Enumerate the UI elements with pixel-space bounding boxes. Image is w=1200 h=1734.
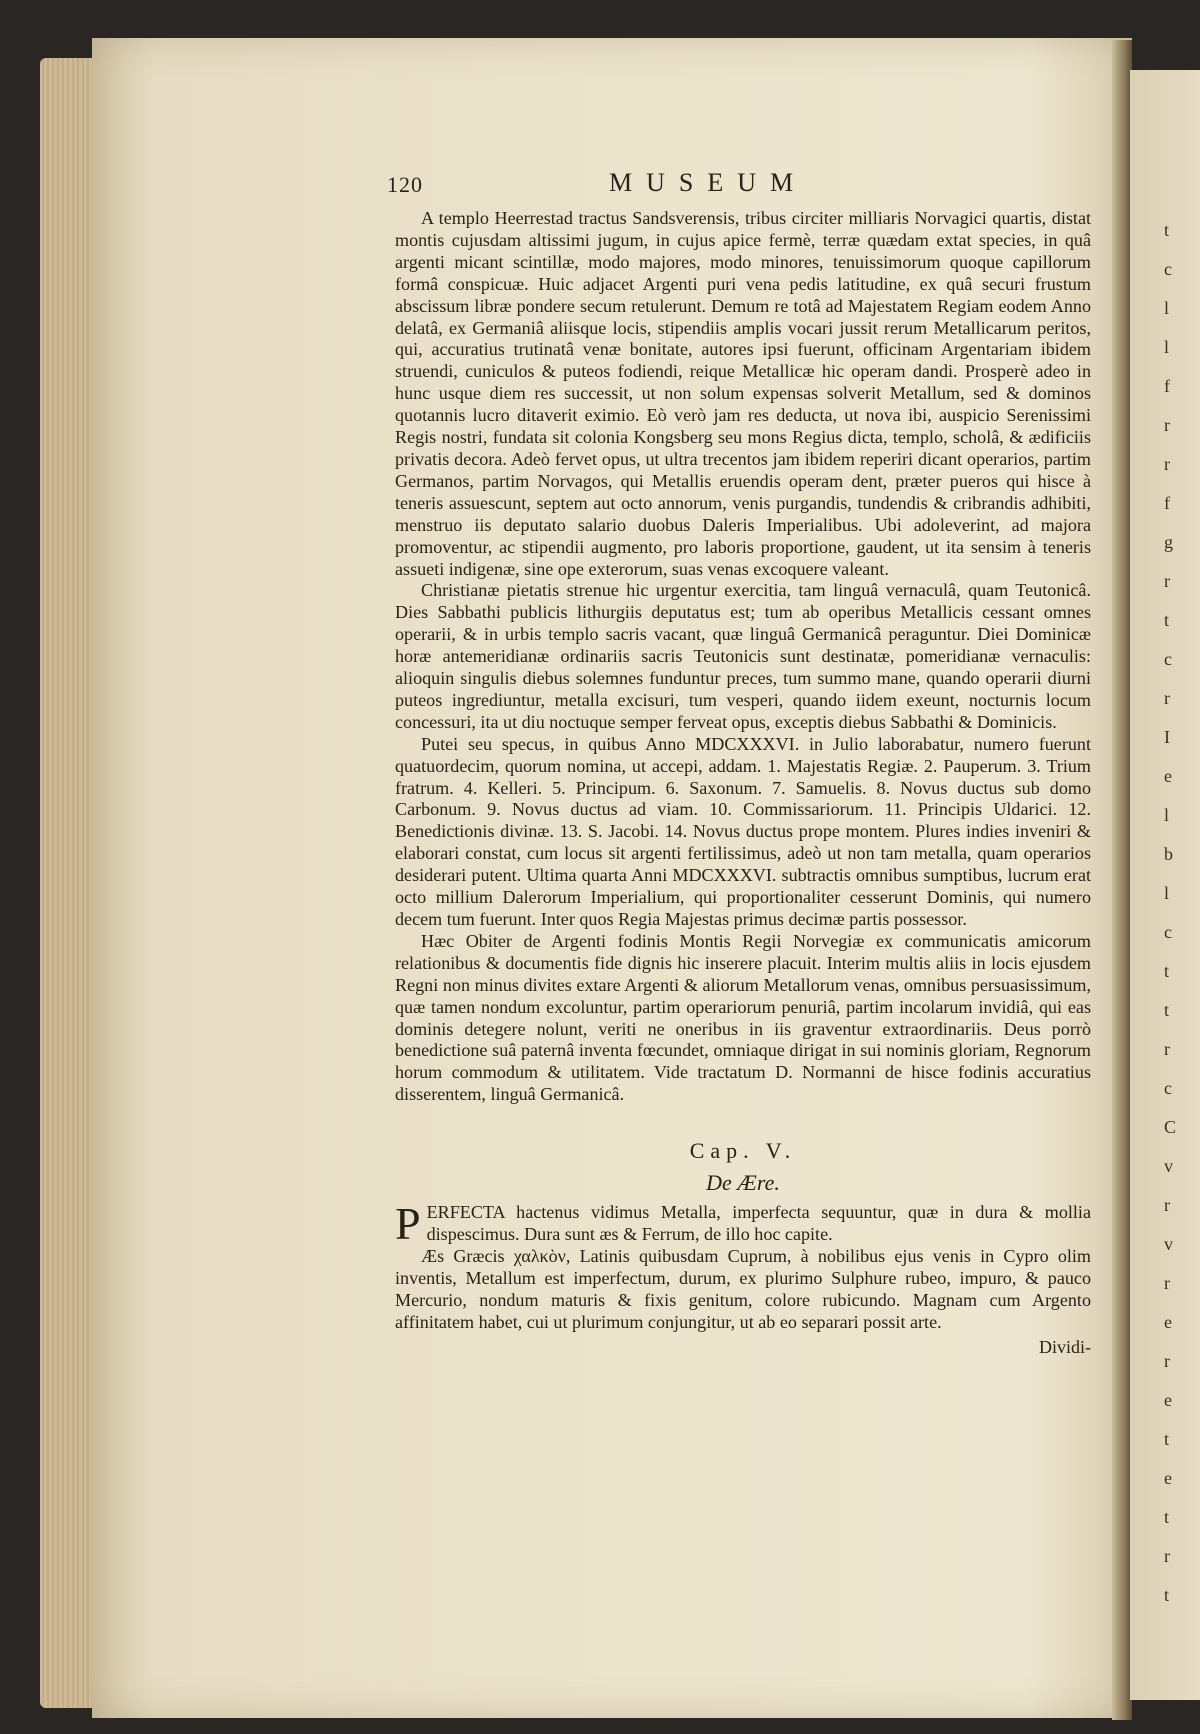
facing-page-fragment: e bbox=[1164, 766, 1172, 786]
chapter-opening bbox=[395, 1197, 1091, 1249]
facing-page-fragment: c bbox=[1164, 922, 1172, 942]
facing-page-fragment: e bbox=[1164, 1468, 1172, 1488]
facing-page-fragment: r bbox=[1164, 1273, 1170, 1293]
drop-capital: P bbox=[395, 1197, 421, 1249]
catchword: Dividi- bbox=[1039, 1337, 1091, 1358]
facing-page-fragment: l bbox=[1164, 337, 1170, 357]
facing-page-edge bbox=[1130, 70, 1200, 1700]
facing-page-fragment: l bbox=[1164, 298, 1170, 318]
paragraph: Æs Græcis χαλκὸν, Latinis quibusdam Cuprum, à nobilibus ejus venis in Cypro olim inventis, Metallum est imperfectum, durum, ex plurimo Sulphure rubeo, impuro, & pauco Mercurio, nondum maturis & fixis genitum, colore rubicundo. Magnam cum Argento affinitatem habet, cui ut plurimum conjungitur, ut ab eo separari possit arte. bbox=[395, 1245, 1091, 1332]
facing-page-fragment: t bbox=[1164, 1429, 1170, 1449]
facing-page-fragment: f bbox=[1164, 376, 1170, 396]
paragraph: A templo Heerrestad tractus Sandsverensis, tribus circiter milliaris Norvagici quartis, distat montis cujusdam altissimi jugum, in cujus apice fermè, terræ quædam extat species, in quâ argenti micant scintillæ, modo majores, modo minores, tenuissimorum quoque capillorum formâ conspicuæ. Huic adjacet Argenti puri vena pedis latitudine, ex quâ securi frustum abscissum libræ pondere secum retulerunt. Demum re totâ ad Majestatem Regiam eodem Anno delatâ, ex Germaniâ aliisque locis, stipendiis amplis vocari jussit rerum Metallicarum peritos, qui, accuratius trutinatâ venæ bonitate, autores ipsi fuerunt, officinam Argentariam ibidem struendi, cuniculos & puteos fodiendi, reique Metallicæ hic operam dandi. Prosperè adeo in hunc usque diem res successit, ut non solum expensas solverit Metallum, sed & dominos quotannis lucro ditaverit eximio. Eò verò jam res deducta, ut nova ibi, auspicio Serenissimi Regis nostri, fundata sit colonia Kongsberg seu mons Regius dicta, templo, scholâ, & ædificiis privatis decora. Adeò fervet opus, ut ultra trecentos jam ibidem reperiri dicant operarios, partim Germanos, partim Norvagos, qui Metallis eruendis operam dent, præter pueros qui hisce à teneris assuescunt, septem aut octo annorum, venis purgandis, tundendis & cribrandis adhibiti, menstruo iis deputato salario duobus Daleris Imperialibus. Ubi adoleverint, ad majora promoventur, ac stipendii augmento, pro laboris proportione, gaudent, ut ita sensim à teneris assueti indigenæ, sine ope exterorum, suas venas excoquere valeant. bbox=[395, 208, 1091, 579]
facing-page-fragment: t bbox=[1164, 1000, 1170, 1020]
facing-page-fragment: v bbox=[1164, 1234, 1173, 1254]
running-title: MUSEUM bbox=[609, 168, 808, 197]
facing-page-fragment: r bbox=[1164, 415, 1170, 435]
chapter-heading: Cap. V. bbox=[689, 1138, 797, 1164]
facing-page-fragment: r bbox=[1164, 1039, 1170, 1059]
paragraph: Hæc Obiter de Argenti fodinis Montis Regii Norvegiæ ex communicatis amicorum relationibus & documentis fide dignis hic inserere placuit. Interim multis aliis in locis ejusdem Regni non minus divites extare Argenti & aliorum Metallorum venas, omnibus persuasissimum, quæ tamen nondum excoluntur, partim operariorum penuriâ, partim incolarum invidiâ, qui eas dominis detegere nolunt, veriti ne oneribus in iis graventur extraordinariis. Deus porrò benedictione suâ paternâ inventa fœcundet, omniaque dirigat in sui nominis gloriam, Regnorum horum commodum & utilitatem. Vide tractatum D. Normanni de hisce fodinis accuratius disserentem, linguâ Germanicâ. bbox=[395, 930, 1091, 1105]
main-text bbox=[395, 208, 1091, 1359]
facing-page-fragment: f bbox=[1164, 493, 1170, 513]
facing-page-fragment: C bbox=[1164, 1117, 1177, 1137]
facing-page-fragment: e bbox=[1164, 1312, 1172, 1332]
facing-page-fragment: t bbox=[1164, 961, 1170, 981]
paragraph: Putei seu specus, in quibus Anno MDCXXXVI. in Julio laborabatur, numero fuerunt quatuordecim, quorum nomina, ut accepi, addam. 1. Majestatis Regiæ. 2. Pauperum. 3. Trium fratrum. 4. Kelleri. 5. Principum. 6. Saxonum. 7. Samuelis. 8. Novus ductus sub domo Carbonum. 9. Novus ductus ad viam. 10. Commissariorum. 11. Principis Uldarici. 12. Benedictionis divinæ. 13. S. Jacobi. 14. Novus ductus prope montem. Plures indies inveniri & elaborari constat, cum locus sit argenti fertilissimus, adeò ut non tam metalla, quam operarios desiderari putent. Ultima quarta Anni MDCXXXVI. subtractis omnibus sumptibus, lucrum erat octo millium Dalerorum Imperialium, qui proportionaliter cesserunt Dominis, qui numero decem tum fuerunt. Inter quos Regia Majestas primus decimæ partis possessor. bbox=[395, 733, 1091, 929]
facing-page-fragment: r bbox=[1164, 1351, 1170, 1371]
facing-page-fragment: c bbox=[1164, 1078, 1172, 1098]
facing-page-fragment: r bbox=[1164, 1195, 1170, 1215]
facing-page-fragment: r bbox=[1164, 571, 1170, 591]
facing-page-fragment: I bbox=[1164, 727, 1170, 747]
facing-page-fragment: r bbox=[1164, 688, 1170, 708]
book-gutter bbox=[1112, 40, 1132, 1720]
facing-page-fragment: c bbox=[1164, 649, 1172, 669]
facing-page-fragment: c bbox=[1164, 259, 1172, 279]
facing-page-fragment: t bbox=[1164, 610, 1170, 630]
facing-page-fragment: b bbox=[1164, 844, 1173, 864]
facing-page-fragment: t bbox=[1164, 1585, 1170, 1605]
facing-page-fragment: t bbox=[1164, 220, 1170, 240]
page-number: 120 bbox=[387, 172, 423, 197]
book-page-edges bbox=[40, 58, 100, 1708]
chapter-opening-text: ERFECTA hactenus vidimus Metalla, imperfecta sequuntur, quæ in dura & mollia dispescimus. Dura sunt æs & Ferrum, de illo hoc capite. bbox=[426, 1201, 1091, 1244]
facing-page-fragment: e bbox=[1164, 1390, 1172, 1410]
facing-page-fragment: r bbox=[1164, 1546, 1170, 1566]
running-head bbox=[387, 168, 1087, 204]
chapter-subtitle: De Ære. bbox=[706, 1170, 780, 1196]
facing-page-fragment: l bbox=[1164, 805, 1170, 825]
facing-page-fragment: r bbox=[1164, 454, 1170, 474]
facing-page-fragment: t bbox=[1164, 1507, 1170, 1527]
paragraph: Christianæ pietatis strenue hic urgentur exercitia, tam linguâ vernaculâ, quam Teutonicâ. Dies Sabbathi publicis lithurgiis deputatus est; tum ab operibus Metallicis cessant omnes operarii, & in urbis templo sacris vacant, quæ linguâ Germanicâ peraguntur. Diei Dominicæ horæ antemeridianæ ordinariis sacris Teutonicis sunt destinatæ, pomeridianæ vernaculis: alioquin singulis diebus solemnes funduntur preces, tum summo mane, quando operarii diurni puteos ingrediuntur, metalla excisuri, tum vesperi, quando iidem exeunt, nocturnis locum concessuri, ita ut diu noctuque semper ferveat opus, exceptis diebus Sabbathi & Dominicis. bbox=[395, 580, 1091, 732]
facing-page-fragment: l bbox=[1164, 883, 1170, 903]
facing-page-fragment: v bbox=[1164, 1156, 1173, 1176]
facing-page-fragment: g bbox=[1164, 532, 1173, 552]
